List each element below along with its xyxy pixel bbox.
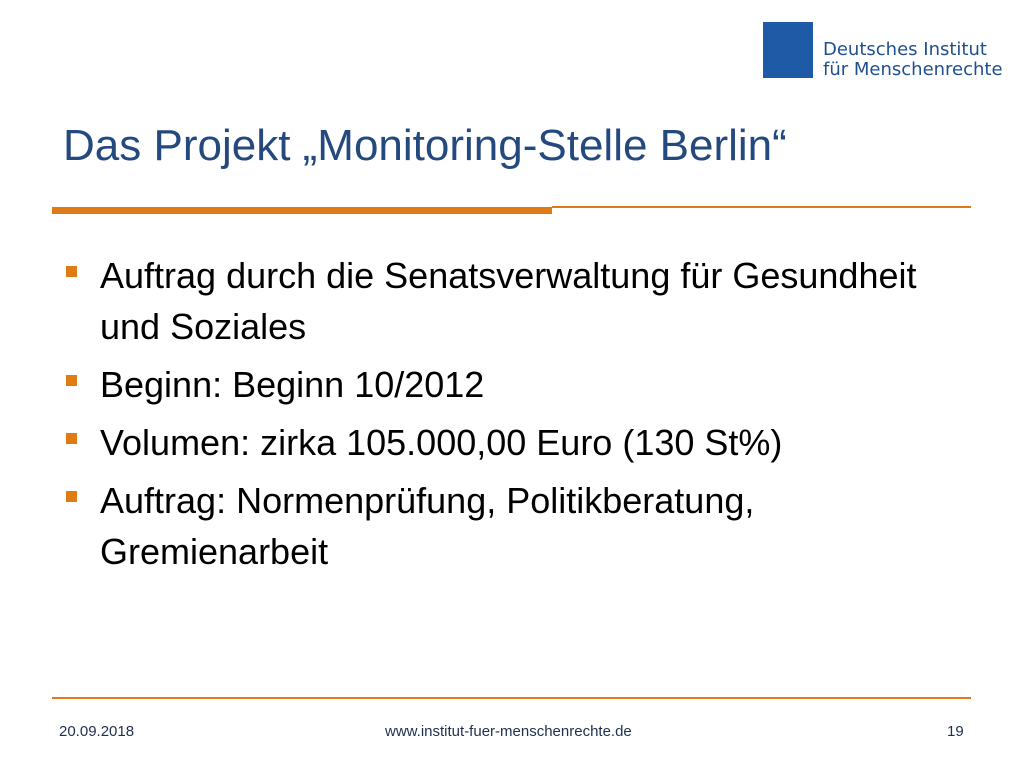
bullet-text: Auftrag durch die Senatsverwaltung für Gesundheit und Soziales	[100, 255, 917, 347]
bullet-list	[62, 250, 982, 584]
bullet-text: Volumen: zirka 105.000,00 Euro (130 St%)	[100, 422, 783, 463]
institute-logo	[763, 22, 1003, 80]
bullet-item	[62, 417, 982, 468]
slide-title: Das Projekt „Monitoring-Stelle Berlin“	[63, 121, 787, 170]
title-underline-thick	[52, 207, 552, 214]
bullet-item	[62, 250, 982, 352]
bullet-square-icon	[66, 375, 77, 386]
logo-square-icon	[763, 22, 813, 78]
bullet-item	[62, 475, 982, 577]
bullet-square-icon	[66, 491, 77, 502]
bullet-square-icon	[66, 433, 77, 444]
logo-line-1: Deutsches Institut	[823, 39, 987, 60]
footer-divider	[52, 697, 971, 699]
logo-wordmark	[823, 40, 1003, 80]
logo-line-2: für Menschenrechte	[823, 59, 1003, 80]
bullet-item	[62, 359, 982, 410]
bullet-square-icon	[66, 266, 77, 277]
bullet-text: Beginn: Beginn 10/2012	[100, 364, 485, 405]
title-underline-thin	[552, 206, 971, 208]
page-number: 19	[947, 723, 964, 740]
bullet-text: Auftrag: Normenprüfung, Politikberatung, Gremienarbeit	[100, 480, 755, 572]
footer-date: 20.09.2018	[59, 723, 135, 740]
footer-url: www.institut-fuer-menschenrechte.de	[385, 723, 632, 740]
